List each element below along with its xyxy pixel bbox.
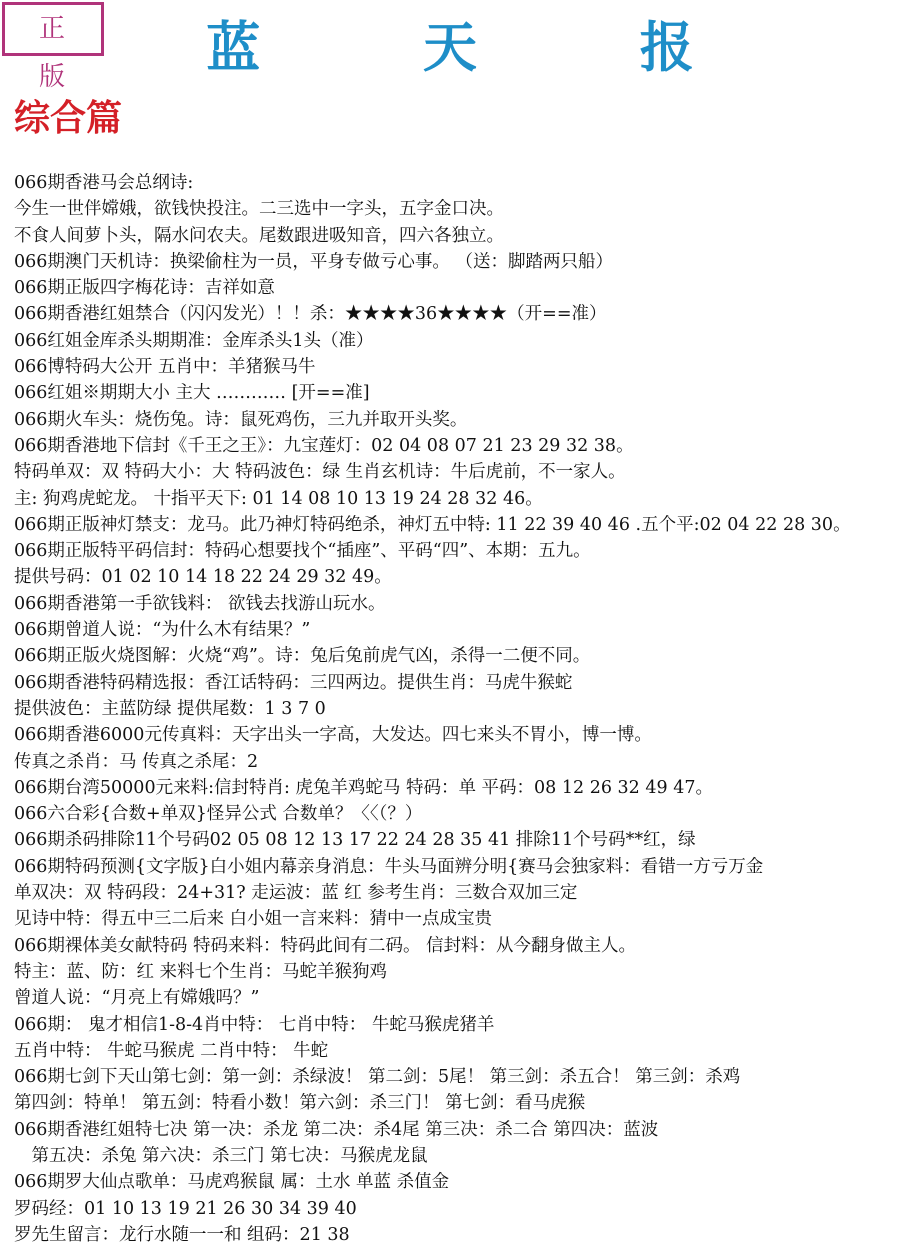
text-line: 传真之杀肖：马 传真之杀尾：2 (14, 751, 259, 772)
text-line: 066期： 鬼才相信1-8-4肖中特： 七肖中特： 牛蛇马猴虎猪羊 (14, 1014, 495, 1035)
text-line: 066期火车头：烧伤兔。诗：鼠死鸡伤，三九并取开头奖。 (14, 409, 468, 430)
text-line: 066期香港地下信封《千王之王》：九宝莲灯：02 04 08 07 21 23 29 32 38。 (14, 435, 634, 456)
text-line: 066博特码大公开 五肖中：羊猪猴马牛 (14, 357, 316, 378)
text-line: 066期罗大仙点歌单：马虎鸡猴鼠 属：土水 单蓝 杀值金 (14, 1172, 450, 1193)
article-body (14, 170, 898, 1248)
text-line: 066期澳门天机诗：换梁偷柱为一员，平身专做亏心事。 （送：脚踏两只船） (14, 251, 613, 272)
text-line: 066期香港马会总纲诗: (14, 173, 194, 193)
text-line: 066红姐金库杀头期期准：金库杀头1头（准） (14, 330, 374, 351)
text-line: 罗码经：01 10 13 19 21 26 30 34 39 40 (14, 1198, 357, 1219)
text-line: 见诗中特：得五中三二后来 白小姐一言来料：猜中一点成宝贵 (14, 909, 493, 930)
text-line: 066红姐※期期大小 主大 ………… [开==准] (14, 383, 370, 404)
section-heading: 综合篇 (14, 97, 123, 139)
text-line: 特主：蓝、防：红 来料七个生肖：马蛇羊猴狗鸡 (14, 961, 388, 982)
text-line: 066期特码预测{文字版}白小姐内幕亲身消息：牛头马面辨分明{赛马会独家料：看错一方亏万金 (14, 856, 764, 877)
text-line: 066期香港红姐禁合（闪闪发光）！！杀：★★★★36★★★★（开==准） (14, 304, 607, 325)
text-line: 不食人间萝卜头，隔水问农夫。尾数跟进吸知音，四六各独立。 (14, 225, 504, 246)
text-line: 066期正版四字梅花诗：吉祥如意 (14, 278, 275, 299)
text-line: 提供号码：01 02 10 14 18 22 24 29 32 49。 (14, 567, 392, 588)
text-line: 曾道人说：“月亮上有嫦娥吗？” (14, 988, 260, 1009)
text-line: 066期杀码排除11个号码02 05 08 12 13 17 22 24 28 35 41 排除11个号码**红，绿 (14, 830, 696, 851)
edition-badge: 正 版 (2, 2, 104, 56)
text-line: 066期香港红姐特七决 第一决：杀龙 第二决：杀4尾 第三决：杀二合 第四决：蓝波 (14, 1119, 659, 1140)
text-line: 066期台湾50000元来料:信封特肖: 虎兔羊鸡蛇马 特码：单 平码：08 12 26 32 49 47。 (14, 777, 713, 798)
text-line: 066期正版火烧图解：火烧“鸡”。诗：兔后兔前虎气凶，杀得一二便不同。 (14, 646, 591, 667)
text-line: 罗先生留言：龙行水随一一和 组码：21 38 (14, 1224, 350, 1245)
text-line: 066期曾道人说：“为什么木有结果？” (14, 620, 311, 641)
text-line: 066期裸体美女献特码 特码来料：特码此间有二码。 信封料：从今翻身做主人。 (14, 935, 637, 956)
text-line: 066期香港第一手欲钱料： 欲钱去找游山玩水。 (14, 593, 386, 614)
text-line: 066期正版特平码信封：特码心想要找个“插座”、平码“四”、本期：五九。 (14, 541, 591, 562)
text-line: 066期七剑下天山第七剑：第一剑：杀绿波！ 第二剑：5尾！ 第三剑：杀五合！ 第三剑：杀鸡 (14, 1067, 741, 1088)
text-line: 提供波色：主蓝防绿 提供尾数：1 3 7 0 (14, 698, 326, 719)
text-line: 066六合彩{合数+单双}怪异公式 合数单？〈〈（？） (14, 804, 423, 825)
text-line: 第四剑：特单！ 第五剑：特看小数！第六剑：杀三门！ 第七剑：看马虎猴 (14, 1093, 586, 1114)
text-line: 五肖中特： 牛蛇马猴虎 二肖中特： 牛蛇 (14, 1040, 329, 1061)
text-line: 066期正版神灯禁支：龙马。此乃神灯特码绝杀，神灯五中特: 11 22 39 40 46 .五个平:02 04 22 28 30。 (14, 514, 851, 535)
page-title: 蓝 天 报 (206, 15, 766, 79)
text-line: 主: 狗鸡虎蛇龙。 十指平天下: 01 14 08 10 13 19 24 28 32 46。 (14, 488, 543, 509)
text-line: 第五决：杀兔 第六决：杀三门 第七决：马猴虎龙鼠 (14, 1145, 428, 1166)
text-line: 单双决：双 特码段：24+31? 走运波：蓝 红 参考生肖：三数合双加三定 (14, 883, 578, 904)
text-line: 特码单双：双 特码大小：大 特码波色：绿 生肖玄机诗：牛后虎前，不一家人。 (14, 462, 626, 483)
text-line: 066期香港特码精选报：香江话特码：三四两边。提供生肖：马虎牛猴蛇 (14, 672, 573, 693)
text-line: 今生一世伴嫦娥，欲钱快投注。二三选中一字头，五字金口决。 (14, 199, 504, 220)
text-line: 066期香港6000元传真料：天字出头一字高，大发达。四七来头不胃小，博一博。 (14, 725, 652, 746)
